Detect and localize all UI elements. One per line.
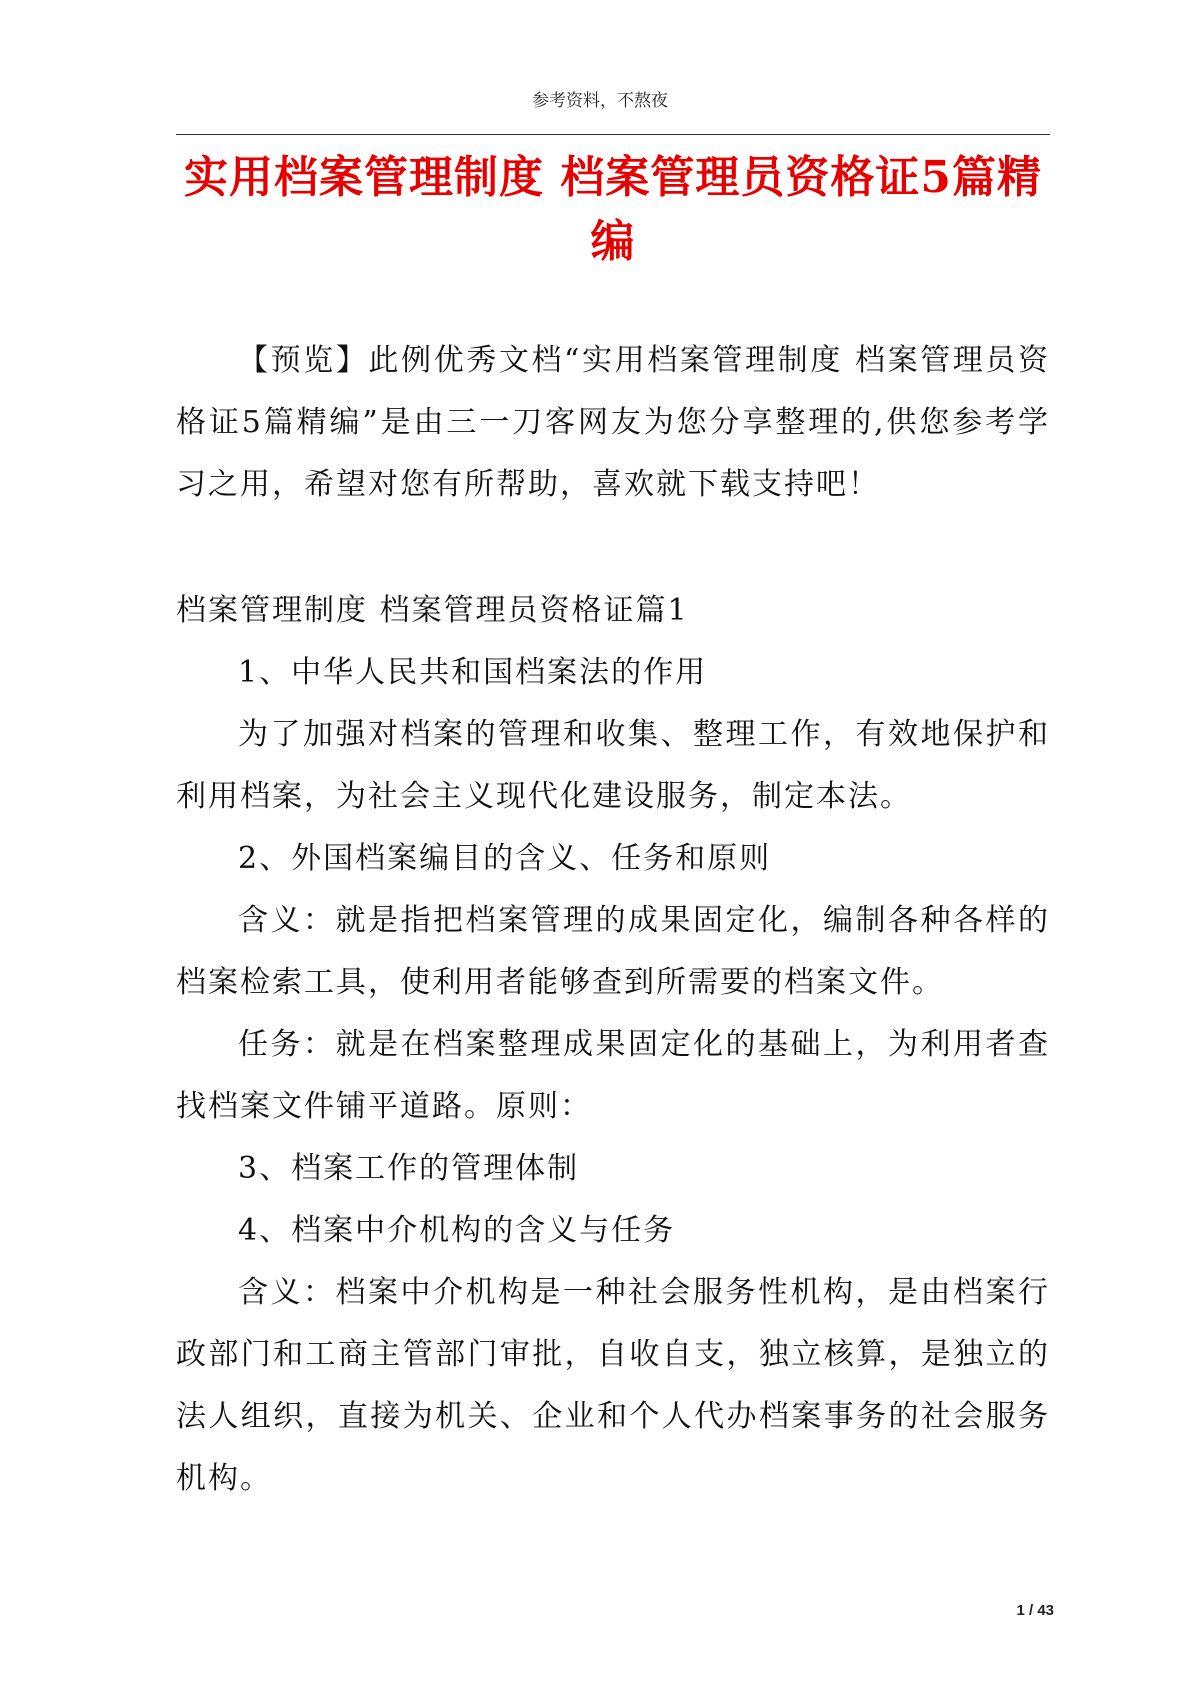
document-title: 实用档案管理制度 档案管理员资格证5篇精编 <box>184 152 1042 267</box>
preview-section <box>176 330 1050 516</box>
body-paragraph-4: 含义：就是指把档案管理的成果固定化，编制各种各样的档案检索工具，使利用者能够查到所需要的档案文件。 <box>176 903 1050 1000</box>
body-paragraph-7: 4、档案中介机构的含义与任务 <box>238 1213 676 1248</box>
body-paragraph-1: 1、中华人民共和国档案法的作用 <box>238 655 708 690</box>
body-paragraph-6: 3、档案工作的管理体制 <box>238 1151 580 1186</box>
page-header-note: 参考资料，不熬夜 <box>532 91 668 111</box>
header-divider <box>176 134 1050 135</box>
body-paragraph-2: 为了加强对档案的管理和收集、整理工作，有效地保护和利用档案，为社会主义现代化建设服务，制定本法。 <box>176 717 1050 814</box>
document-body <box>176 580 1050 1510</box>
body-paragraph-5: 任务：就是在档案整理成果固定化的基础上，为利用者查找档案文件铺平道路。原则： <box>176 1027 1050 1124</box>
body-paragraph-8: 含义：档案中介机构是一种社会服务性机构，是由档案行政部门和工商主管部门审批，自收自支，独立核算，是独立的法人组织，直接为机关、企业和个人代办档案事务的社会服务机构。 <box>176 1275 1050 1496</box>
section-heading: 档案管理制度 档案管理员资格证篇1 <box>176 593 689 628</box>
body-paragraph-3: 2、外国档案编目的含义、任务和原则 <box>238 841 772 876</box>
preview-paragraph: 【预览】此例优秀文档“实用档案管理制度 档案管理员资格证5篇精编”是由三一刀客网友为您分享整理的,供您参考学习之用，希望对您有所帮助，喜欢就下载支持吧！ <box>176 343 1050 502</box>
page-number: 1 / 43 <box>1016 1602 1054 1619</box>
